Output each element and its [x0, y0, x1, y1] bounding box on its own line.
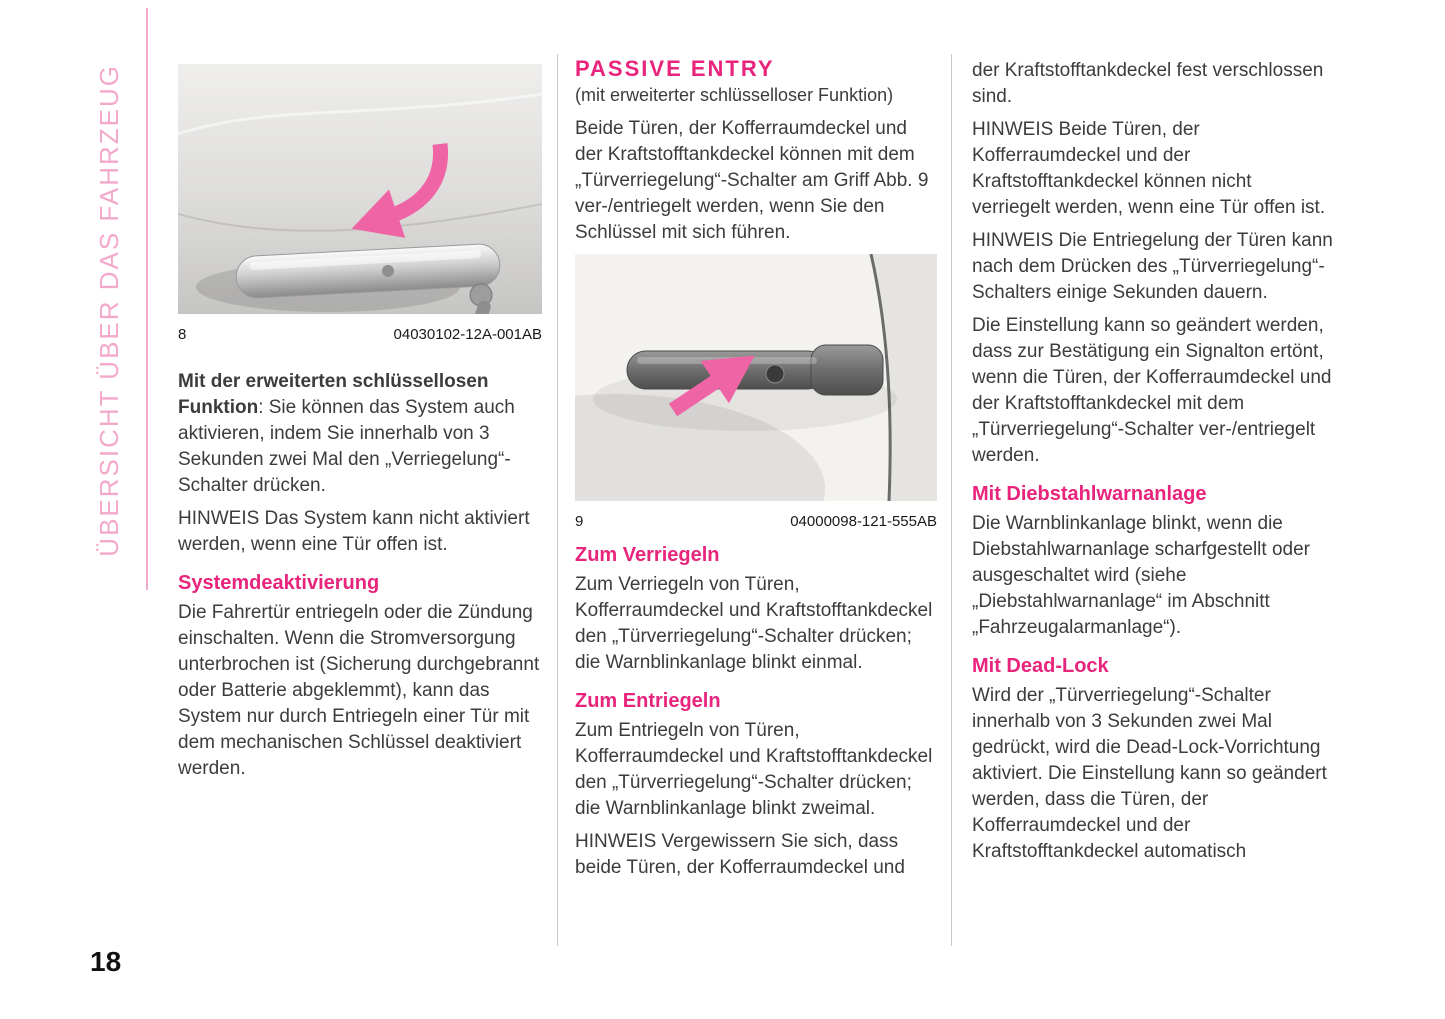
sidebar-rule [146, 8, 148, 590]
column-middle [575, 56, 937, 888]
figure-9-image [575, 254, 937, 501]
paragraph: Die Einstellung kann so geändert werden, dass zur Bestätigung ein Signalton ertönt, wenn die Türen, der Kofferraumdeckel und der Kraftstofftankdeckel mit dem „Türverriegelung“-Schalter ver-/entriegelt werden. [972, 315, 1332, 466]
chapter-label-text: ÜBERSICHT ÜBER DAS FAHRZEUG [94, 64, 124, 557]
intro-bold-lead: Mit der erweiterten schlüssellosen Funktion [178, 371, 489, 418]
paragraph: der Kraftstofftankdeckel fest verschlossen sind. [972, 60, 1324, 107]
figure-9 [575, 254, 937, 530]
intro-rest: : Sie können das System auch aktivieren, indem Sie innerhalb von 3 Sekunden zwei Mal den „Verriegelung“-Schalter drücken. [178, 397, 515, 496]
section-title-passive-entry: PASSIVE ENTRY [575, 56, 775, 81]
section-heading-systemdeaktivierung: Systemdeaktivierung [178, 572, 380, 594]
section-subtitle: (mit erweiterter schlüsselloser Funktion) [575, 85, 894, 105]
note-paragraph: HINWEIS Das System kann nicht aktiviert werden, wenn eine Tür offen ist. [178, 508, 530, 555]
section-heading-dead-lock: Mit Dead-Lock [972, 655, 1109, 677]
figure-code: 04000098-121-555AB [790, 513, 937, 530]
column-divider-2 [951, 54, 952, 946]
figure-code: 04030102-12A-001AB [393, 326, 542, 343]
section-heading-zum-verriegeln: Zum Verriegeln [575, 544, 720, 566]
section-heading-zum-entriegeln: Zum Entriegeln [575, 690, 721, 712]
paragraph: Zum Verriegeln von Türen, Kofferraumdeckel und Kraftstofftankdeckel den „Türverriegelung“-Schalter drücken; die Warnblinkanlage blinkt einmal. [575, 574, 933, 673]
keyhole [766, 365, 784, 383]
paragraph: Beide Türen, der Kofferraumdeckel und der Kraftstofftankdeckel können mit dem „Türverriegelung“-Schalter am Griff Abb. 9 ver-/entriegelt werden, wenn Sie den Schlüssel mit sich führen. [575, 118, 929, 243]
note-paragraph: HINWEIS Die Entriegelung der Türen kann nach dem Drücken des „Türverriegelung“-Schalters einige Sekunden dauern. [972, 230, 1333, 303]
figure-8-caption [178, 326, 542, 343]
column-divider-1 [557, 54, 558, 946]
figure-number: 9 [575, 513, 584, 530]
chapter-label [94, 64, 125, 590]
lock-button [731, 362, 745, 376]
column-left [178, 64, 542, 789]
paragraph: Zum Entriegeln von Türen, Kofferraumdeckel und Kraftstofftankdeckel den „Türverriegelung“-Schalter drücken; die Warnblinkanlage blinkt zweimal. [575, 720, 933, 819]
figure-9-caption [575, 513, 937, 530]
paragraph: Wird der „Türverriegelung“-Schalter innerhalb von 3 Sekunden zwei Mal gedrückt, wird die Dead-Lock-Vorrichtung aktiviert. Die Einstellung kann so geändert werden, dass die Türen, der Kofferraumdeckel und der Kraftstofftankdeckel automatisch [972, 685, 1327, 862]
paragraph: Die Warnblinkanlage blinkt, wenn die Diebstahlwarnanlage scharfgestellt oder ausgeschaltet wird (siehe „Diebstahlwarnanlage“ im Abschnitt „Fahrzeugalarmanlage“). [972, 513, 1310, 638]
column-right [972, 58, 1334, 872]
intro-paragraph [178, 369, 542, 499]
figure-number: 8 [178, 326, 187, 343]
figure-8 [178, 64, 542, 343]
paragraph: Die Fahrertür entriegeln oder die Zündung einschalten. Wenn die Stromversorgung unterbrochen ist (Sicherung durchgebrannt oder Batterie abgeklemmt), kann das System nur durch Entriegeln einer Tür mit dem mechanischen Schlüssel deaktiviert werden. [178, 602, 540, 779]
page-number: 18 [90, 946, 122, 977]
figure-8-image [178, 64, 542, 314]
door-handle [627, 345, 883, 395]
note-paragraph: HINWEIS Beide Türen, der Kofferraumdeckel und der Kraftstofftankdeckel können nicht verriegelt werden, wenn eine Tür offen ist. [972, 119, 1326, 218]
note-paragraph: HINWEIS Vergewissern Sie sich, dass beide Türen, der Kofferraumdeckel und [575, 831, 905, 878]
section-heading-diebstahlwarnanlage: Mit Diebstahlwarnanlage [972, 483, 1207, 505]
